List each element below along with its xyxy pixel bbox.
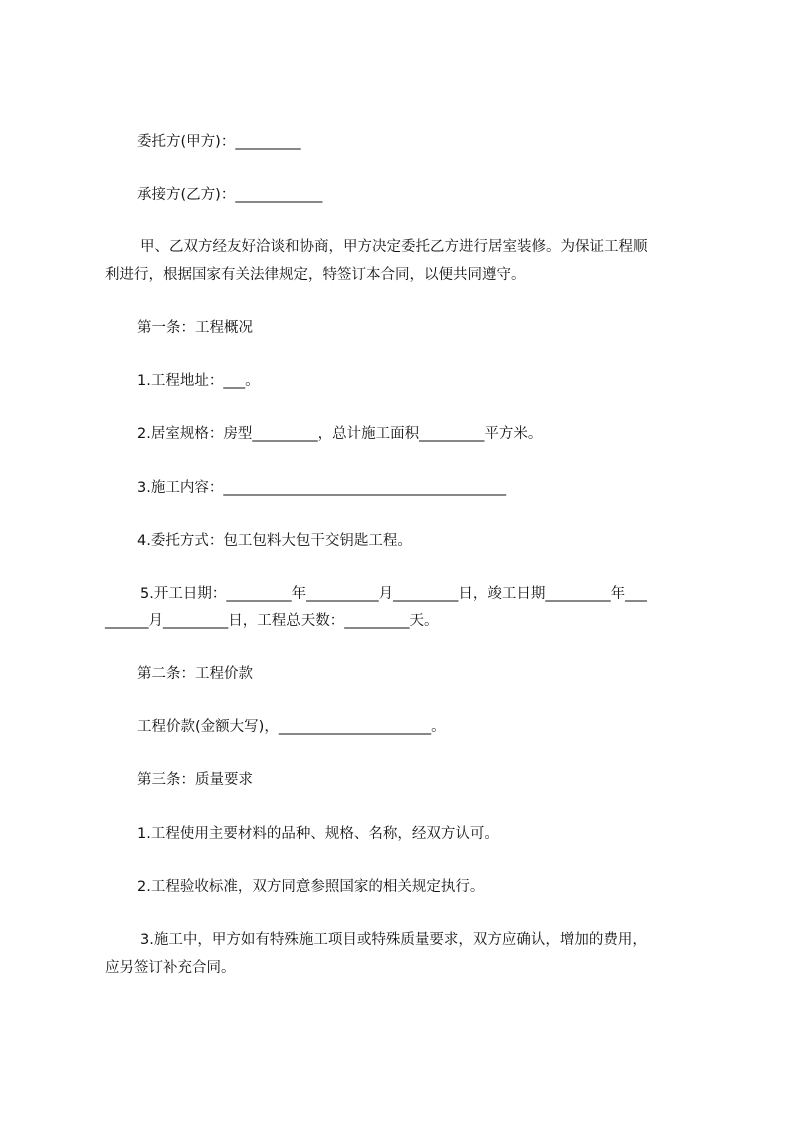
preamble-line-1: 甲、乙双方经友好洽谈和协商，甲方决定委托乙方进行居室装修。为保证工程顺 xyxy=(140,239,648,255)
article-1-heading: 第一条：工程概况 xyxy=(137,320,253,336)
room-spec-line: 2.居室规格：房型_________，总计施工面积_________平方米。 xyxy=(137,426,543,442)
project-price-line: 工程价款(金额大写)，_____________________。 xyxy=(137,719,446,735)
article-3-heading: 第三条：质量要求 xyxy=(137,772,253,788)
client-party-line: 委托方(甲方)：_________ xyxy=(137,134,301,150)
special-requirements-line-1: 3.施工中，甲方如有特殊施工项目或特殊质量要求，双方应确认，增加的费用， xyxy=(140,932,647,948)
acceptance-standard-line: 2.工程验收标准，双方同意参照国家的相关规定执行。 xyxy=(137,879,485,895)
schedule-line-2: ______月_________日，工程总天数：_________天。 xyxy=(105,613,439,629)
preamble-line-2: 利进行，根据国家有关法律规定，特签订本合同，以便共同遵守。 xyxy=(105,267,526,283)
project-address-line: 1.工程地址：___。 xyxy=(137,373,260,389)
article-2-heading: 第二条：工程价款 xyxy=(137,666,253,682)
special-requirements-line-2: 应另签订补充合同。 xyxy=(105,960,236,976)
schedule-line-1: 5.开工日期：_________年__________月_________日，竣工日期_________年___ xyxy=(140,586,647,602)
commission-method-line: 4.委托方式：包工包料大包干交钥匙工程。 xyxy=(137,533,412,549)
construction-content-line: 3.施工内容：_______________________________________ xyxy=(137,480,507,496)
materials-line: 1.工程使用主要材料的品种、规格、名称，经双方认可。 xyxy=(137,826,499,842)
contractor-party-line: 承接方(乙方)：____________ xyxy=(137,187,323,203)
